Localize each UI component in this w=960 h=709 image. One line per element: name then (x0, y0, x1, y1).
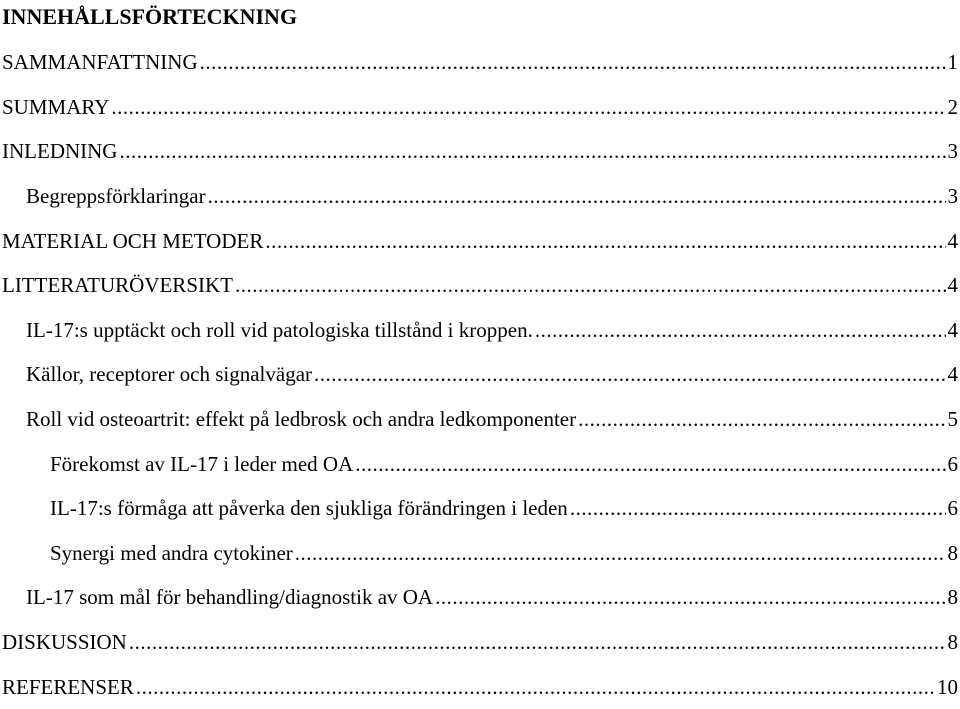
toc-dot-leader (265, 228, 945, 254)
toc-entry-label: LITTERATURÖVERSIKT (2, 273, 233, 298)
toc-entry-label: IL-17:s upptäckt och roll vid patologiska tillstånd i kroppen. (26, 317, 533, 342)
toc-page-number: 8 (947, 630, 958, 655)
toc-dot-leader (136, 674, 935, 700)
toc-entry-label: MATERIAL OCH METODER (2, 228, 264, 253)
toc-page-number: 4 (947, 228, 958, 253)
toc-entry-il17-upptackt[interactable] (0, 308, 960, 353)
toc-entry-referenser[interactable] (0, 664, 960, 709)
toc-entry-label: IL-17 som mål för behandling/diagnostik av OA (26, 585, 434, 610)
toc-page-number: 6 (947, 496, 958, 521)
toc-entry-forekomst-il17[interactable] (0, 441, 960, 486)
toc-entry-label: IL-17:s förmåga att påverka den sjukliga förändringen i leden (50, 496, 568, 521)
toc-dot-leader (208, 183, 946, 209)
toc-entry-il17-formaga[interactable] (0, 486, 960, 531)
toc-entry-label: SUMMARY (2, 94, 110, 119)
toc-dot-leader (355, 451, 945, 477)
toc-entry-label: Begreppsförklaringar (26, 184, 206, 209)
toc-dot-leader (200, 49, 946, 75)
toc-entry-label: Synergi med andra cytokiner (50, 540, 293, 565)
toc-entry-label: INLEDNING (2, 139, 118, 164)
toc-page-number: 2 (947, 94, 958, 119)
toc-entry-label: Roll vid osteoartrit: effekt på ledbrosk och andra ledkomponenter (26, 407, 577, 432)
toc-dot-leader (435, 584, 945, 610)
toc-dot-leader (535, 317, 946, 343)
toc-entry-il17-mal-behandling[interactable] (0, 575, 960, 620)
toc-entry-material-och-metoder[interactable] (0, 218, 960, 263)
toc-entry-synergi-cytokiner[interactable] (0, 531, 960, 576)
toc-dot-leader (578, 406, 945, 432)
toc-entry-label: DISKUSSION (2, 630, 127, 655)
toc-entry-litteraturoversikt[interactable] (0, 263, 960, 308)
toc-entry-diskussion[interactable] (0, 620, 960, 665)
toc-entry-sammanfattning[interactable] (0, 40, 960, 85)
toc-title: INNEHÅLLSFÖRTECKNING (2, 4, 298, 29)
toc-page-number: 4 (947, 273, 958, 298)
toc-entry-label: Förekomst av IL-17 i leder med OA (50, 451, 354, 476)
toc-dot-leader (119, 138, 945, 164)
toc-entry-summary[interactable] (0, 85, 960, 130)
toc-list (0, 40, 960, 709)
toc-page-number: 5 (947, 407, 958, 432)
toc-entry-kallor-receptorer[interactable] (0, 352, 960, 397)
toc-dot-leader (129, 629, 946, 655)
toc-page-number: 8 (947, 585, 958, 610)
toc-page-number: 4 (947, 317, 958, 342)
toc-entry-label: REFERENSER (2, 674, 134, 699)
toc-entry-inledning[interactable] (0, 129, 960, 174)
toc-page-number: 10 (937, 674, 958, 699)
toc-dot-leader (314, 361, 945, 387)
toc-page-number: 3 (947, 139, 958, 164)
toc-dot-leader (295, 540, 946, 566)
toc-page-number: 6 (947, 451, 958, 476)
toc-page-number: 8 (947, 540, 958, 565)
toc-dot-leader (570, 495, 946, 521)
toc-page-number: 3 (947, 184, 958, 209)
toc-entry-begreppsforklaringar[interactable] (0, 174, 960, 219)
toc-page-number: 4 (947, 362, 958, 387)
toc-entry-label: Källor, receptorer och signalvägar (26, 362, 313, 387)
toc-dot-leader (111, 94, 945, 120)
toc-page-number: 1 (947, 50, 958, 75)
toc-dot-leader (235, 272, 946, 298)
toc-entry-roll-vid-osteoartrit[interactable] (0, 397, 960, 442)
toc-entry-label: SAMMANFATTNING (2, 50, 198, 75)
